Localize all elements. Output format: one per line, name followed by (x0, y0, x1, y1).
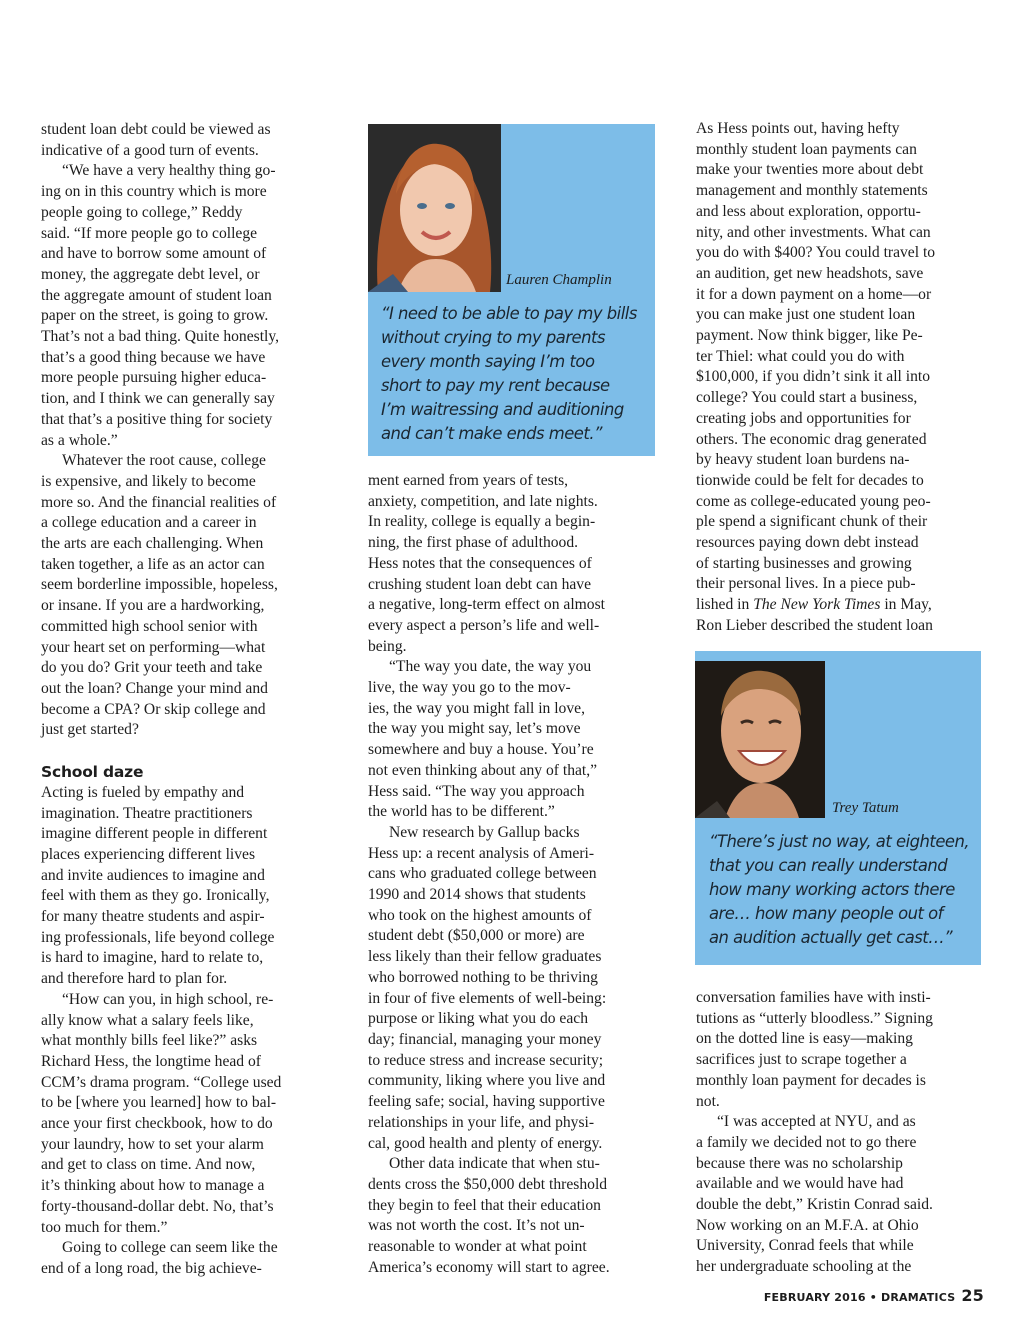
page-number: 25 (961, 1286, 984, 1305)
page-footer (764, 1286, 984, 1305)
paragraph: conversation families have with insti- tutions as “utterly bloodless.” Signing on the dotted line is easy—making sacrifices just to scrape together a monthly loan payment for decades is not. (696, 989, 933, 1110)
paragraph: New research by Gallup backs Hess up: a recent analysis of Ameri- cans who graduated college between 1990 and 2014 shows that students who took on the highest amounts of student debt ($50,000 or more) are less likely than their fellow graduates who borrowed nothing to be thriving in four of five elements of well-being: purpose or liking what you do each day; financial, managing your money to reduce stress and increase security; community, liking where you live and feeling safe; social, having supportive relationships in your life, and physi- cal, good health and plenty of energy. (368, 823, 607, 1152)
spacer (41, 741, 331, 762)
portrait-photo-lauren (368, 124, 501, 292)
paragraph: Going to college can seem like the end of a long road, the big achieve- (41, 1239, 278, 1277)
text-span: As Hess points out, having hefty monthly student loan payments can make your twenties more about debt management and monthly statements and less about exploration, opportu- nity, and other investments. What can you do with $400? You could travel to an audition, get new headshots, save it for a down payment on a home—or you can make just one student loan payment. Now think bigger, like Pe- ter Thiel: what could you do with $100,000, if you didn’t sink it all into college? You could start a business, creating jobs and opportunities for others. The economic drag generated by heavy student loan burdens na- tionwide could be felt for decades to come as college-educated young peo- ple spend a significant chunk of their resources paying down debt instead of starting businesses and growing their personal lives. In a piece pub- lished in (696, 120, 936, 614)
column-2 (368, 471, 658, 1278)
pull-quote: “I need to be able to pay my bills without crying to my parents every month saying I’m too short to pay my rent because I’m waitressing and auditioning and can’t make ends meet.” (381, 304, 637, 443)
paragraph: Other data indicate that when stu- dents cross the $50,000 debt threshold they begin to feel that their education was not worth the cost. It’s not un- reasonable to wonder at what point America’s economy will start to agree. (368, 1155, 610, 1276)
pull-quote: “There’s just no way, at eighteen, that you can really understand how many working actors there are… how many people out of an audition actually get cast…” (709, 832, 970, 947)
portrait-image (368, 124, 501, 292)
paragraph: “I was accepted at NYU, and as a family we decided not to go there because there was no scholarship available and we would have had double the debt,” Kristin Conrad said. Now working on an M.F.A. at Ohio University, Conrad feels that while her undergraduate schooling at the (696, 1113, 933, 1276)
paragraph (696, 119, 986, 637)
section-heading: School daze (41, 763, 144, 782)
column-3-bottom (696, 988, 986, 1278)
column-1 (41, 120, 331, 1280)
paragraph: “How can you, in high school, re- ally know what a salary feels like, what monthly bills feel like?” asks Richard Hess, the longtime head of CCM’s drama program. “College used to be [where you learned] how to bal- ance your first checkbook, how to do your laundry, how to set your alarm and get to class on time. And now, it’s thinking about how to manage a forty-thousand-dollar debt. No, that’s too much for them.” (41, 990, 282, 1236)
portrait-photo-trey (695, 661, 825, 818)
text-span: in May, Ron Lieber described the student loan (696, 596, 933, 634)
issue-label: FEBRUARY 2016 • DRAMATICS (763, 1291, 956, 1304)
photo-caption: Lauren Champlin (506, 272, 612, 288)
publication-title: The New York Times (753, 596, 881, 614)
portrait-image (695, 661, 825, 818)
column-3-top (696, 119, 986, 637)
paragraph: Acting is fueled by empathy and imagination. Theatre practitioners imagine different people in different places experiencing different lives and invite audiences to imagine and feel with them as they go. Ironically, for many theatre students and aspir- ing professionals, life beyond college is hard to imagine, hard to relate to, and therefore hard to plan for. (41, 783, 275, 988)
paragraph: “The way you date, the way you live, the way you go to the mov- ies, the way you might fall in love, the way you might say, let’s move somewhere and buy a house. You’re not even thinking about any of that,” Hess said. “The way you approach the world has to be different.” (368, 658, 598, 821)
paragraph: student loan debt could be viewed as indicative of a good turn of events. (41, 121, 271, 159)
paragraph: Whatever the root cause, college is expensive, and likely to become more so. And the financial realities of a college education and a career in the arts are each challenging. When taken together, a life as an actor can seem borderline impossible, hopeless, or insane. If you are a hardworking, committed high school senior with your heart set on performing—what do you do? Grit your teeth and take out the loan? Change your mind and become a CPA? Or skip college and just get started? (41, 452, 278, 739)
paragraph: “We have a very healthy thing go- ing on in this country which is more people going to college,” Reddy said. “If more people go to college and have to borrow some amount of money, the aggregate debt level, or the aggregate amount of student loan paper on the street, is going to grow. That’s not a bad thing. Quite honestly, that’s a good thing because we have more people pursuing higher educa- tion, and I think we can generally say that that’s a positive thing for society as a whole.” (41, 162, 280, 449)
photo-caption: Trey Tatum (832, 800, 899, 816)
paragraph: ment earned from years of tests, anxiety, competition, and late nights. In reality, college is equally a begin- ning, the first phase of adulthood. Hess notes that the consequences of crushing student loan debt can have a negative, long-term effect on almost every aspect a person’s life and well- being. (368, 472, 605, 655)
